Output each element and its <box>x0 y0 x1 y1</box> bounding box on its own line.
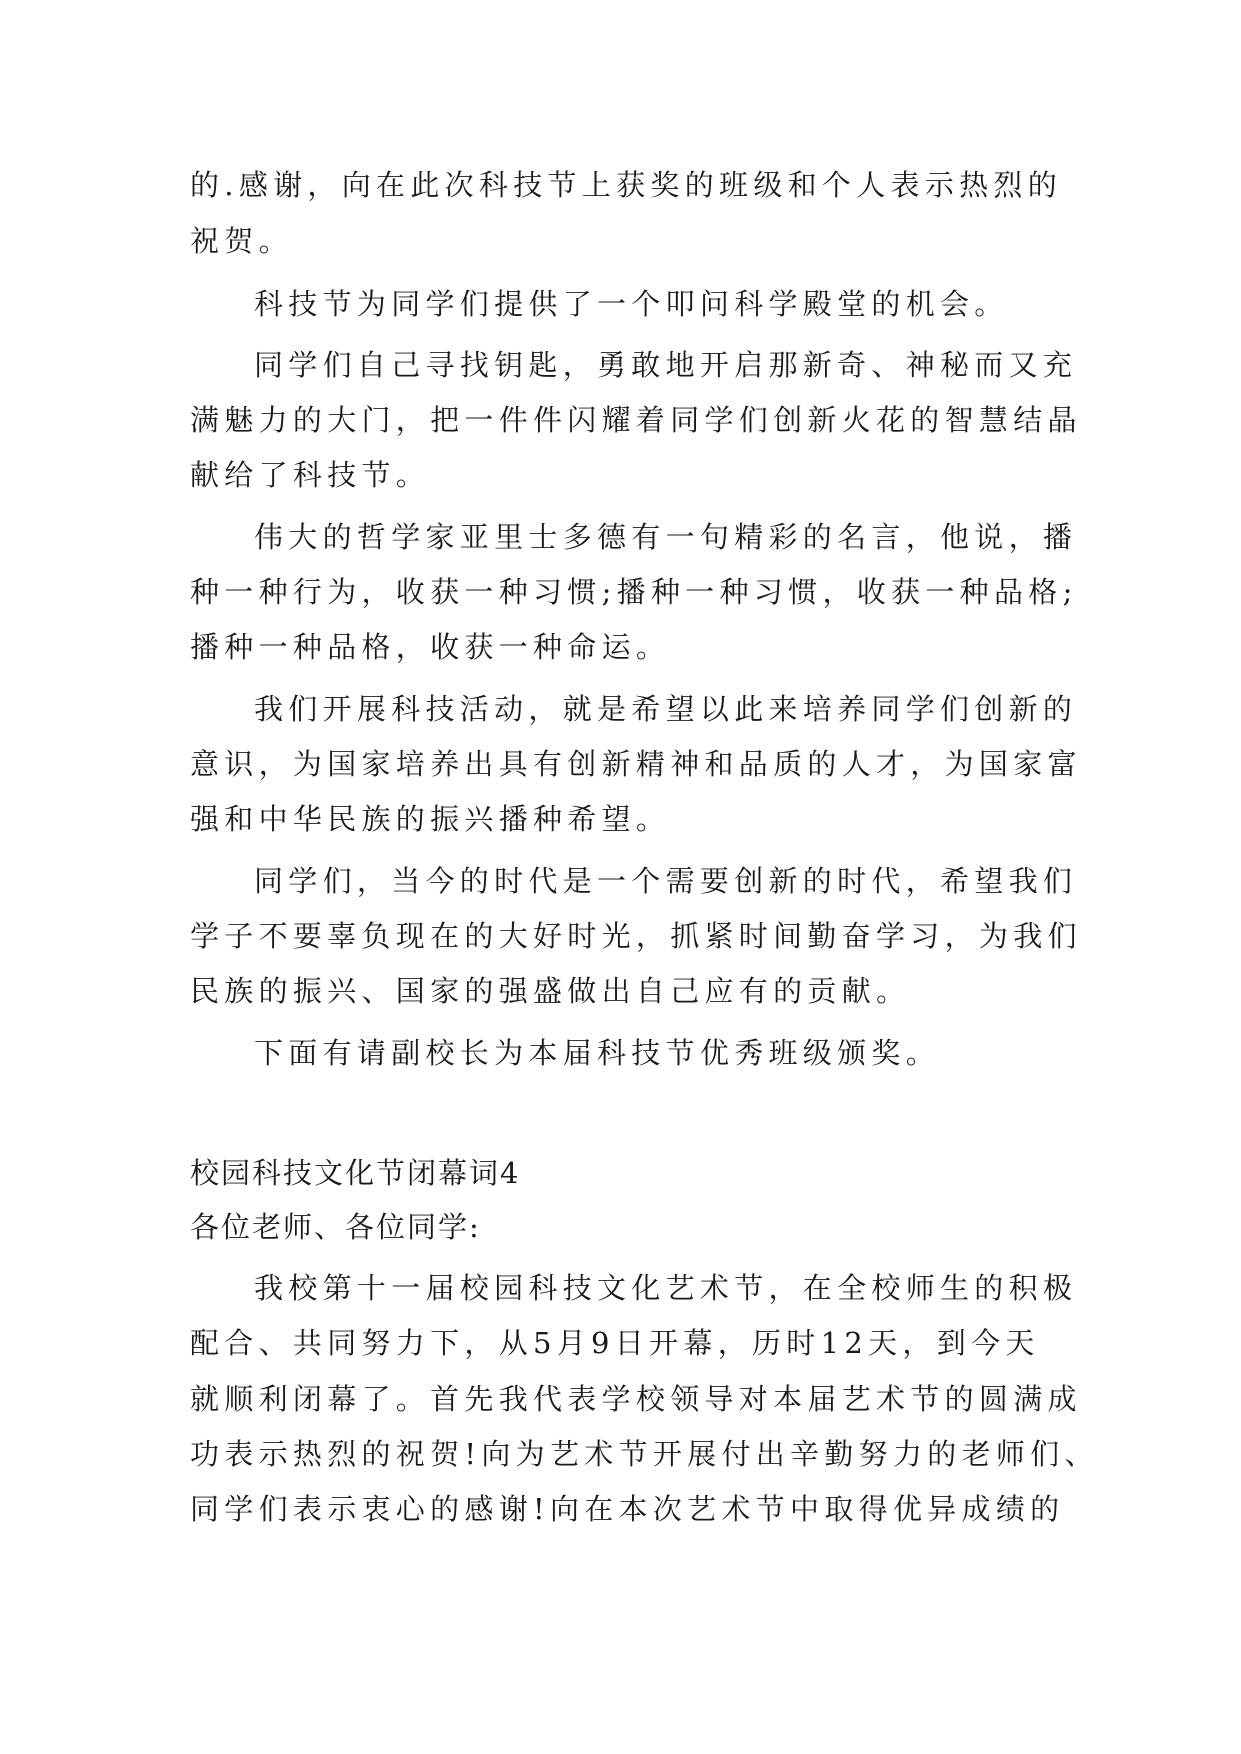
paragraph-line: 民族的振兴、国家的强盛做出自己应有的贡献。 <box>190 974 911 1008</box>
paragraph-line: 下面有请副校长为本届科技节优秀班级颁奖。 <box>254 1036 941 1070</box>
paragraph-line: 我们开展科技活动，就是希望以此来培养同学们创新的 <box>254 692 1078 726</box>
section-title: 校园科技文化节闭幕词4 <box>190 1156 521 1190</box>
paragraph-line: 播种一种品格，收获一种命运。 <box>190 630 671 664</box>
paragraph-line: 功表示热烈的祝贺!向为艺术节开展付出辛勤努力的老师们、 <box>190 1437 1099 1471</box>
paragraph-line: 种一种行为，收获一种习惯;播种一种习惯，收获一种品格; <box>190 575 1078 609</box>
paragraph-line: 的.感谢，向在此次科技节上获奖的班级和个人表示热烈的 <box>190 168 1063 202</box>
paragraph-line: 同学们，当今的时代是一个需要创新的时代，希望我们 <box>254 864 1078 898</box>
salutation: 各位老师、各位同学: <box>190 1210 481 1244</box>
paragraph-line: 配合、共同努力下，从5月9日开幕，历时12天，到今天 <box>190 1326 1040 1360</box>
paragraph-line: 强和中华民族的振兴播种希望。 <box>190 802 671 836</box>
paragraph-line: 同学们自己寻找钥匙，勇敢地开启那新奇、神秘而又充 <box>254 348 1078 382</box>
paragraph-line: 学子不要辜负现在的大好时光，抓紧时间勤奋学习，为我们 <box>190 919 1082 953</box>
paragraph-line: 祝贺。 <box>190 224 293 258</box>
paragraph-line: 献给了科技节。 <box>190 458 431 492</box>
paragraph-line: 满魅力的大门，把一件件闪耀着同学们创新火花的智慧结晶 <box>190 403 1082 437</box>
paragraph-line: 就顺利闭幕了。首先我代表学校领导对本届艺术节的圆满成 <box>190 1382 1082 1416</box>
paragraph-line: 我校第十一届校园科技文化艺术节，在全校师生的积极 <box>254 1271 1078 1305</box>
paragraph-line: 意识，为国家培养出具有创新精神和品质的人才，为国家富 <box>190 747 1082 781</box>
paragraph-line: 科技节为同学们提供了一个叩问科学殿堂的机会。 <box>254 287 1009 321</box>
paragraph-line: 同学们表示衷心的感谢!向在本次艺术节中取得优异成绩的 <box>190 1492 1065 1526</box>
paragraph-line: 伟大的哲学家亚里士多德有一句精彩的名言，他说，播 <box>254 520 1078 554</box>
